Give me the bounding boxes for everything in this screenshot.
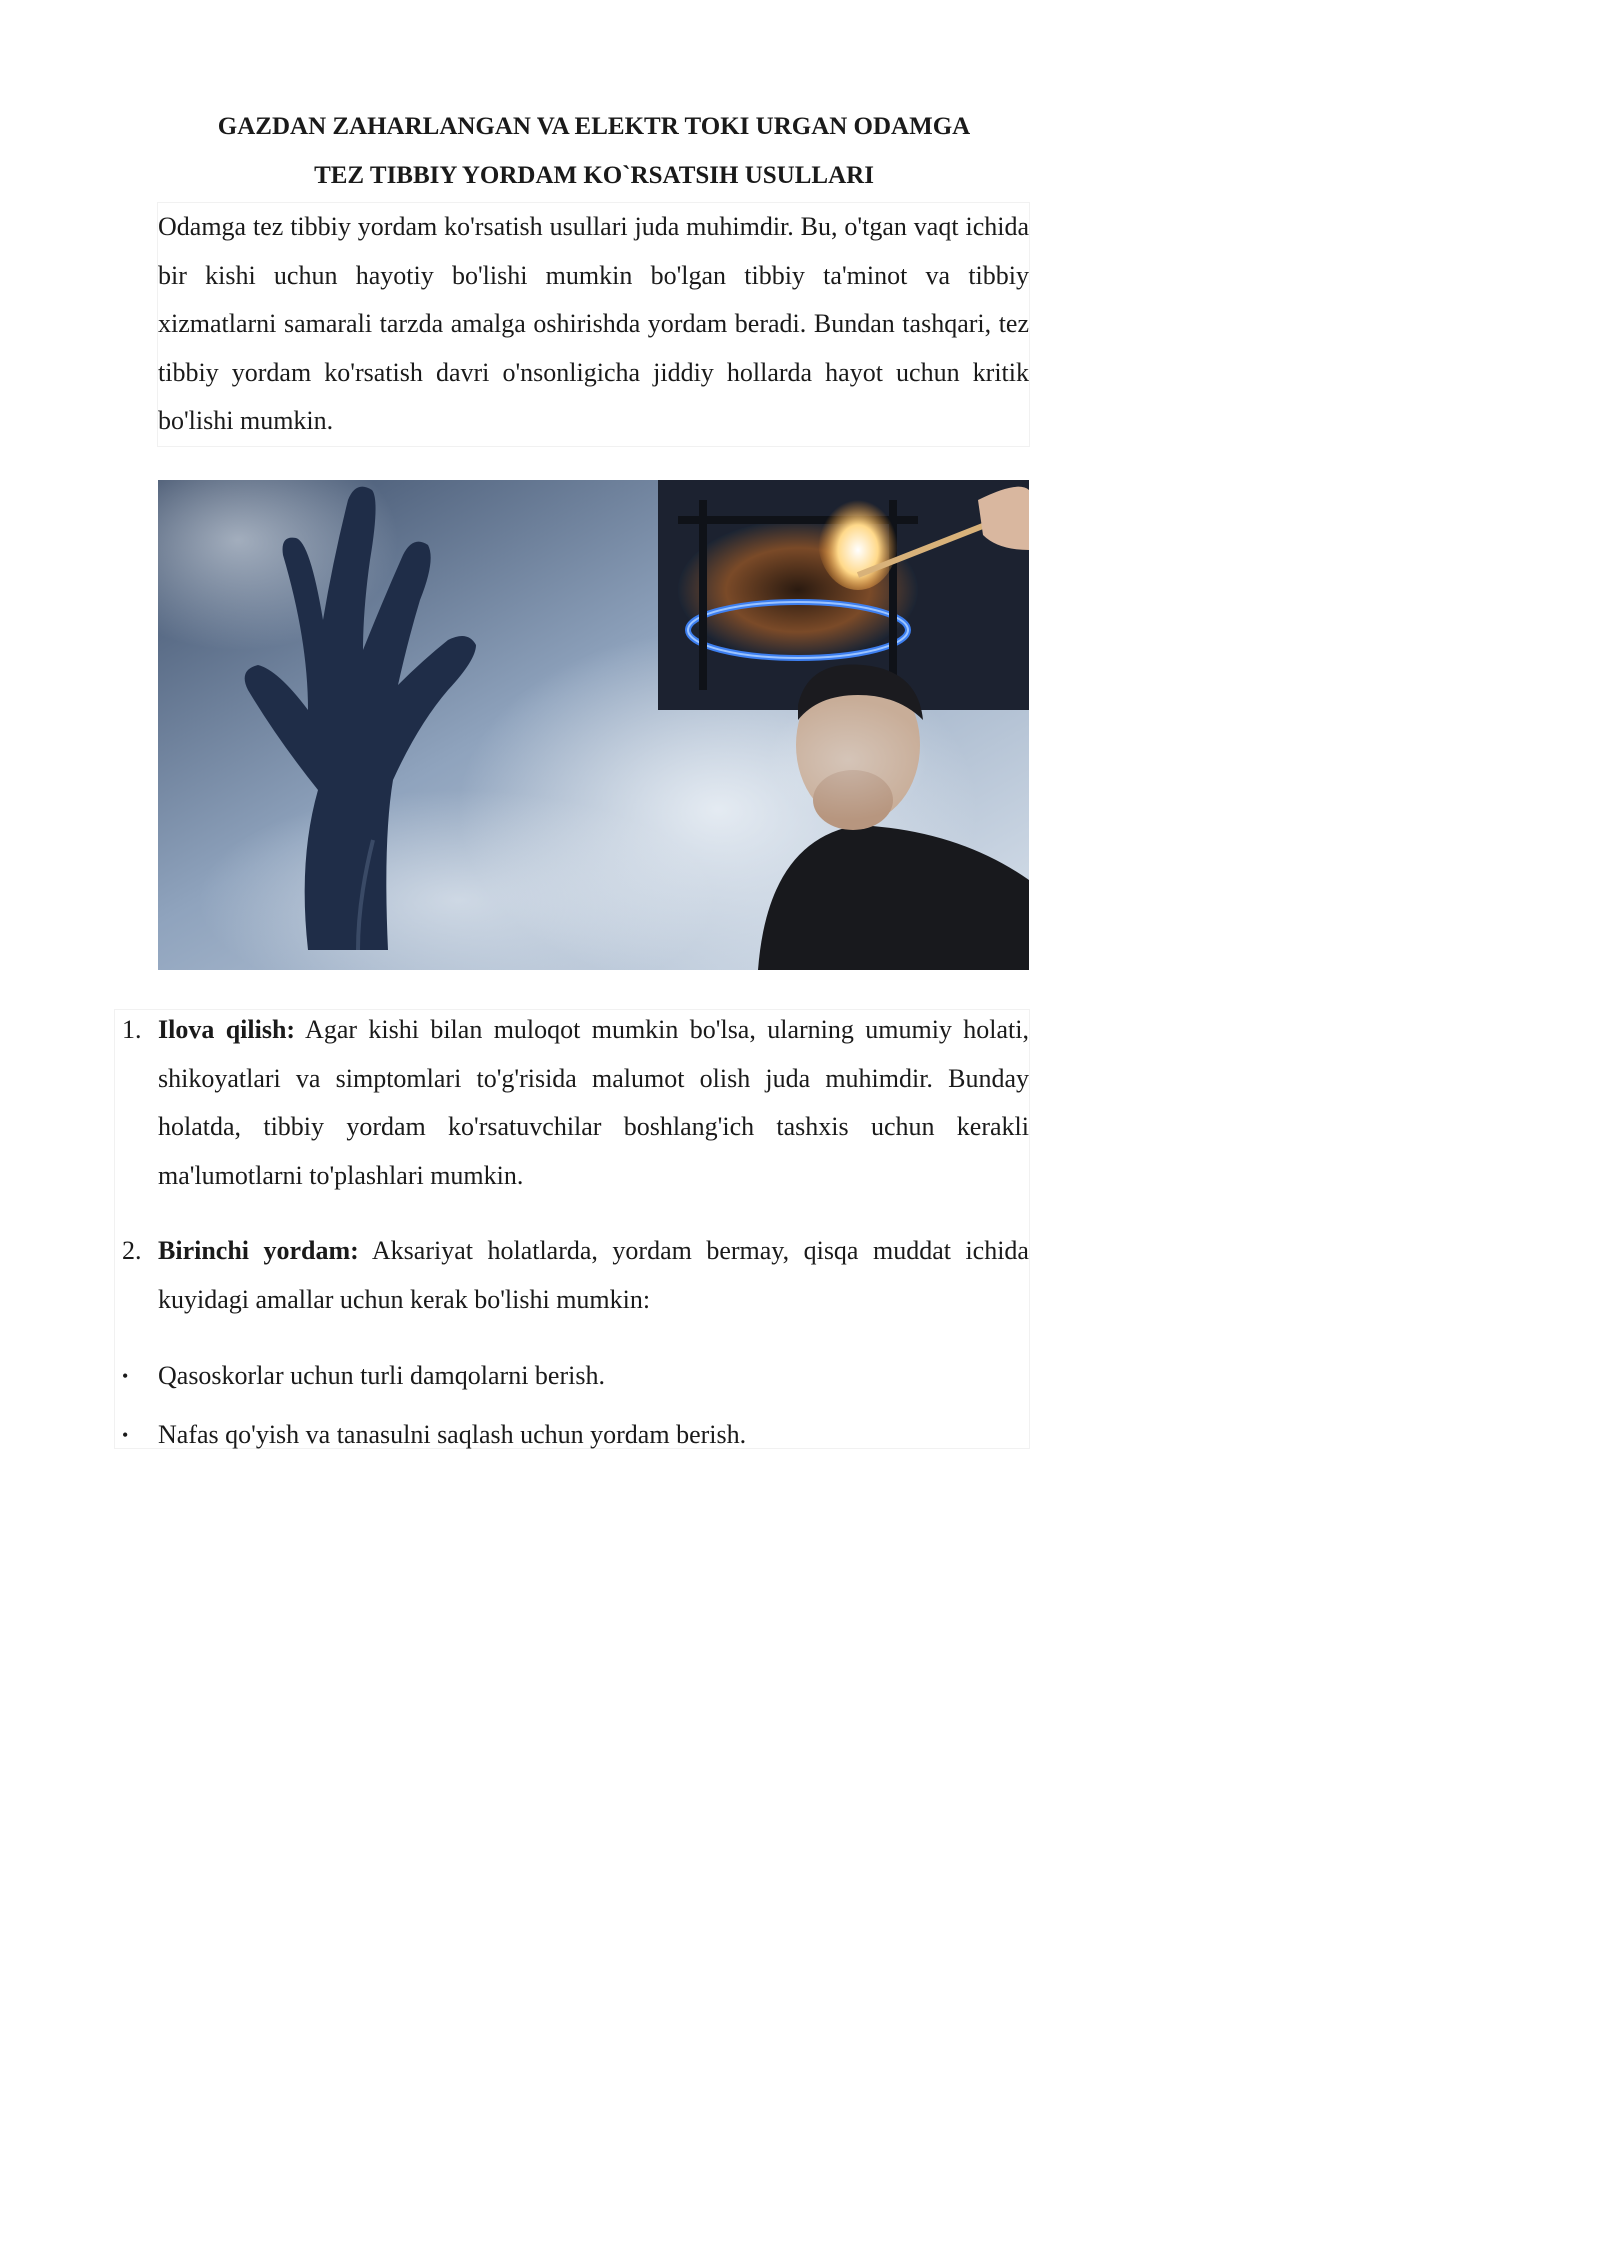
list-heading-1: Ilova qilish: (158, 1015, 296, 1044)
list-item-1 (122, 1006, 1029, 1200)
bullet-text-2: Nafas qo'yish va tanasulni saqlash uchun yordam berish. (158, 1420, 747, 1449)
list-text-1: Agar kishi bilan muloqot mumkin bo'lsa, ularning umumiy holati, shikoyatlari va simptomlari to'g'risida malumot olish juda muhimdir. Bunday holatda, tibbiy yordam ko'rsatuvchilar boshlang'ich tashxis uchun kerakli ma'lumotlarni to'plashlari mumkin. (158, 1015, 1029, 1190)
title-line-2: TEZ TIBBIY YORDAM KO`RSATSIH USULLARI (314, 162, 874, 189)
document-title (150, 102, 1038, 200)
gas-poisoning-illustration (158, 480, 1029, 970)
bullet-marker: • (122, 1366, 129, 1386)
list-item-2 (122, 1227, 1029, 1324)
bullet-marker: • (122, 1425, 129, 1445)
intro-paragraph: Odamga tez tibbiy yordam ko'rsatish usullari juda muhimdir. Bu, o'tgan vaqt ichida bir kishi uchun hayotiy bo'lishi mumkin bo'lgan tibbiy ta'minot va tibbiy xizmatlarni samarali tarzda amalga oshirishda yordam beradi. Bundan tashqari, tez tibbiy yordam ko'rsatish davri o'nsonligicha jiddiy hollarda hayot uchun kritik bo'lishi mumkin. (158, 203, 1029, 446)
bullet-item-2 (122, 1415, 1029, 1455)
title-line-1: GAZDAN ZAHARLANGAN VA ELEKTR TOKI URGAN ODAMGA (217, 113, 971, 140)
bullet-item-1 (122, 1356, 1029, 1396)
list-number-2: 2. (122, 1236, 142, 1265)
list-text-2: Aksariyat holatlarda, yordam bermay, qisqa muddat ichida kuyidagi amallar uchun kerak bo'lishi mumkin: (158, 1236, 1029, 1314)
list-heading-2: Birinchi yordam: (158, 1236, 359, 1265)
illustration-svg (158, 480, 1029, 970)
list-number-1: 1. (122, 1015, 142, 1044)
bullet-text-1: Qasoskorlar uchun turli damqolarni berish. (158, 1361, 605, 1390)
